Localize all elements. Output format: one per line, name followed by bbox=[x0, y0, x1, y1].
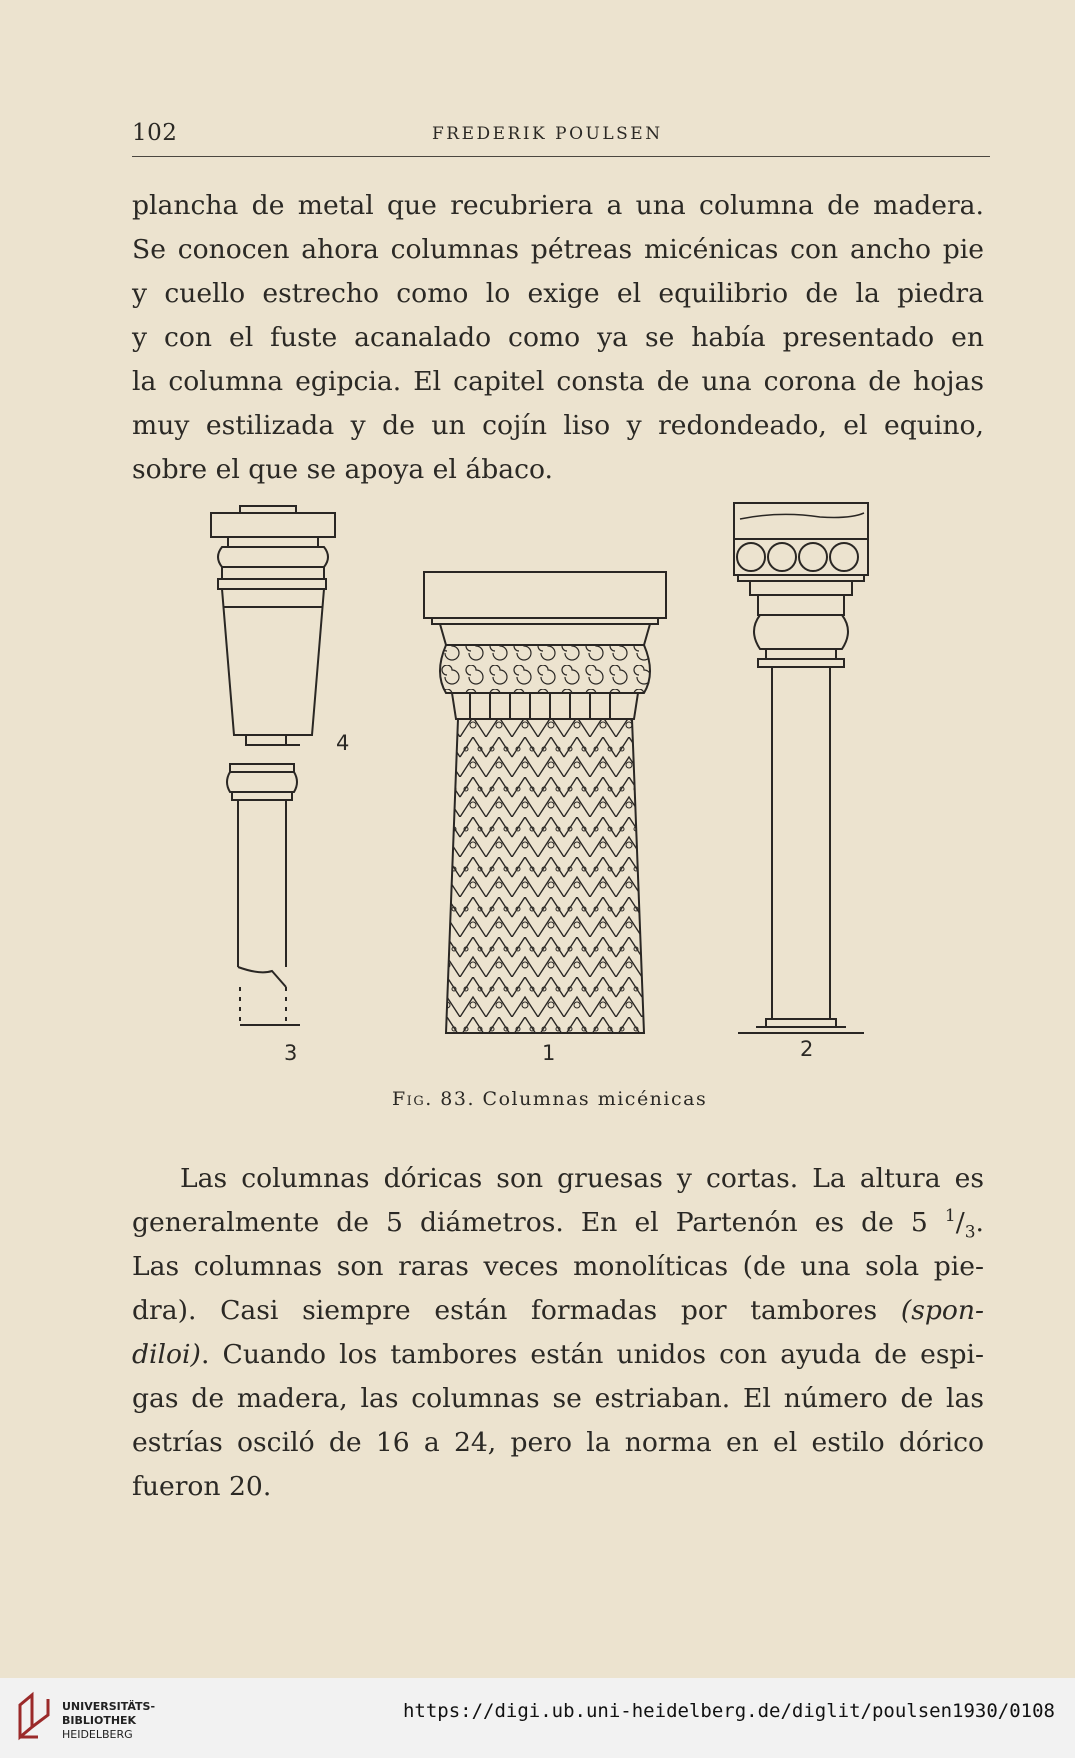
column-1 bbox=[424, 572, 666, 1033]
figure-label: 2 bbox=[800, 1037, 814, 1061]
institution-name bbox=[62, 1700, 155, 1742]
text-line: Las columnas son raras veces monolíticas (de una sola pie- bbox=[132, 1251, 984, 1282]
text-line: sobre el que se apoya el ábaco. bbox=[132, 454, 554, 485]
text-line: la columna egipcia. El capitel consta de una corona de hojas bbox=[132, 366, 984, 397]
text-line: y cuello estrecho como lo exige el equilibrio de la piedra bbox=[132, 278, 984, 309]
figure-label: 3 bbox=[284, 1041, 298, 1065]
italic-term: diloi) bbox=[132, 1339, 201, 1370]
permalink-url[interactable]: https://digi.ub.uni-heidelberg.de/diglit/poulsen1930/0108 bbox=[402, 1700, 1055, 1722]
page-number: 102 bbox=[132, 120, 178, 146]
viewer-footer bbox=[0, 1678, 1075, 1758]
institution-line: HEIDELBERG bbox=[62, 1728, 133, 1741]
italic-term: (spon- bbox=[900, 1295, 984, 1326]
text-line bbox=[132, 1333, 984, 1377]
institution-line: BIBLIOTHEK bbox=[62, 1714, 137, 1727]
text-line: Se conocen ahora columnas pétreas micénicas con ancho pie bbox=[132, 234, 984, 265]
figure-caption bbox=[392, 1088, 707, 1110]
text-line: fueron 20. bbox=[132, 1471, 272, 1502]
institution-line: UNIVERSITÄTS- bbox=[62, 1700, 156, 1713]
text-segment: . Cuando los tambores están unidos con ayuda de espi- bbox=[200, 1339, 984, 1370]
caption-text: Columnas micénicas bbox=[482, 1088, 708, 1110]
fraction-numerator: 1 bbox=[944, 1206, 956, 1227]
text-segment: dra). Casi siempre están formadas por tambores bbox=[132, 1295, 878, 1326]
text-line: plancha de metal que recubriera a una columna de madera. bbox=[132, 190, 984, 221]
text-line bbox=[132, 1201, 984, 1245]
caption-prefix: Fig. 83. bbox=[392, 1088, 475, 1110]
running-title: FREDERIK POULSEN bbox=[432, 124, 663, 144]
columns-drawing bbox=[200, 497, 880, 1077]
figure-mycenaean-columns bbox=[200, 497, 880, 1077]
text-line: estrías osciló de 16 a 24, pero la norma en el estilo dórico bbox=[132, 1427, 984, 1458]
page-header bbox=[132, 118, 992, 152]
ub-heidelberg-logo-icon bbox=[12, 1691, 62, 1743]
column-3-4 bbox=[211, 506, 335, 1025]
text-line: Las columnas dóricas son gruesas y cortas. La altura es bbox=[180, 1163, 984, 1194]
paragraph-1 bbox=[132, 184, 984, 492]
text-line: y con el fuste acanalado como ya se había presentado en bbox=[132, 322, 984, 353]
column-2 bbox=[734, 503, 868, 1033]
fraction-slash: / bbox=[955, 1207, 965, 1238]
text-line: gas de madera, las columnas se estriaban. El número de las bbox=[132, 1383, 984, 1414]
text-line: muy estilizada y de un cojín liso y redondeado, el equino, bbox=[132, 410, 984, 441]
text-segment: generalmente de 5 diámetros. En el Partenón es de 5 bbox=[132, 1207, 928, 1238]
fraction-denominator: 3 bbox=[964, 1222, 976, 1243]
figure-label: 4 bbox=[336, 731, 350, 755]
figure-label: 1 bbox=[542, 1041, 556, 1065]
paragraph-2 bbox=[132, 1157, 984, 1509]
text-line bbox=[132, 1289, 984, 1333]
text-segment: . bbox=[975, 1207, 984, 1238]
header-rule bbox=[132, 156, 990, 157]
